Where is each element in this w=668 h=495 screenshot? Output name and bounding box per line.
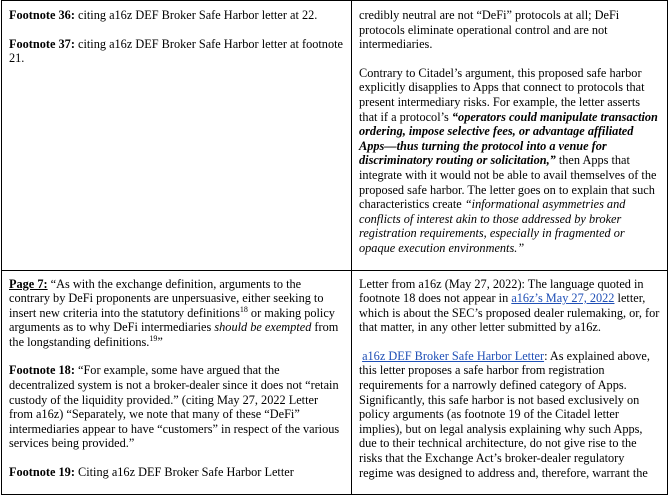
left-cell-citations: [2, 1, 352, 271]
footnote-36-label: Footnote 36:: [9, 8, 75, 22]
safe-harbor-letter-link[interactable]: a16z DEF Broker Safe Harbor Letter: [362, 348, 545, 363]
quoted-italic: “informational asymmetries and conflicts of interest akin to those addressed by broker registration requirements, especially in fragmented or opaque execution environments.”: [359, 197, 626, 255]
citation-text: ”: [157, 334, 163, 349]
footnote-36-text: citing a16z DEF Broker Safe Harbor letter at 22.: [74, 8, 318, 22]
footnote-37-text: citing a16z DEF Broker Safe Harbor letter at footnote 21.: [9, 36, 343, 66]
response-paragraph-1: credibly neutral are not “DeFi” protocols at all; DeFi protocols eliminate operational control and are not intermediaries.: [359, 8, 620, 52]
footnote-37-paragraph: [9, 37, 345, 66]
response-text: Letter from a16z (May 27, 2022): The language quoted in footnote 18 does not appear in: [359, 276, 644, 306]
footnote-ref-19: 19: [149, 333, 158, 343]
table-row: [2, 270, 668, 495]
citation-text: “As with the exchange definition, arguments to the contrary by DeFi proponents are unpersuasive, either seeking to insert new criteria into the statutory definitions: [9, 276, 324, 320]
footnote-ref-18: 18: [239, 304, 248, 314]
response-paragraph-1: [359, 277, 661, 335]
response-text: : As explained above, this letter proposes a safe harbor from registration requirements for a narrowly defined category of Apps. Significantly, this safe harbor is not based exclusively on policy arguments (as footnote 19 of the Citadel letter implies), but on legal analysis explaining why such Apps, due to their technical architecture, do not give rise to the risks that the Exchange Act’s broker-dealer regulatory regime was designed to address and, therefore, warrant the: [359, 348, 650, 480]
comparison-table: [1, 0, 668, 495]
footnote-18-text: “For example, some have argued that the decentralized system is not a broker-dealer since it does not “retain custody of the liquidity provided.” (citing May 27, 2022 Letter from a16z) “Separately, we note that many of these “DeFi” intermediaries appear to have “customers” in respect of the various services being provided.”: [9, 363, 340, 451]
footnote-19-paragraph: [9, 465, 345, 480]
table-row: [2, 1, 668, 271]
emphasized-text: should be exempted: [214, 320, 312, 335]
page-7-paragraph: [9, 277, 345, 350]
response-text: Contrary to Citadel’s argument, this proposed safe harbor explicitly disapplies to Apps that connect to protocols that present intermediary risks. For example, the letter asserts that if a protocol’s: [359, 65, 645, 124]
letter-link[interactable]: a16z’s May 27, 2022: [511, 291, 615, 306]
page-7-label: Page 7:: [9, 276, 48, 291]
response-text: then Apps that integrate with it would not be able to avail themselves of the proposed safe harbor. The letter goes on to explain that such characteristics create: [359, 153, 657, 212]
footnote-36-paragraph: [9, 8, 345, 23]
left-cell-citations: [2, 270, 352, 495]
response-paragraph-2: [359, 349, 661, 480]
footnote-19-label: Footnote 19:: [9, 465, 75, 480]
footnote-37-label: Footnote 37:: [9, 36, 75, 51]
response-text: letter, which is about the SEC’s proposed dealer rulemaking, or, for that matter, in any other letter submitted by a16z.: [359, 291, 660, 335]
response-paragraph-2: [359, 66, 661, 256]
footnote-19-text: Citing a16z DEF Broker Safe Harbor Letter: [74, 465, 294, 480]
footnote-18-label: Footnote 18:: [9, 363, 75, 378]
citation-text: or making policy arguments as to why DeFi intermediaries: [9, 305, 335, 335]
quoted-bold-italic: “operators could manipulate transaction ordering, impose selective fees, or advantage affiliated Apps—thus turning the protocol into a venue for discriminatory routing or solicitation,”: [359, 109, 658, 168]
right-cell-response: [352, 1, 668, 271]
citation-text: from the longstanding definitions.: [9, 320, 339, 349]
footnote-18-paragraph: [9, 363, 345, 451]
right-cell-response: [352, 270, 668, 495]
